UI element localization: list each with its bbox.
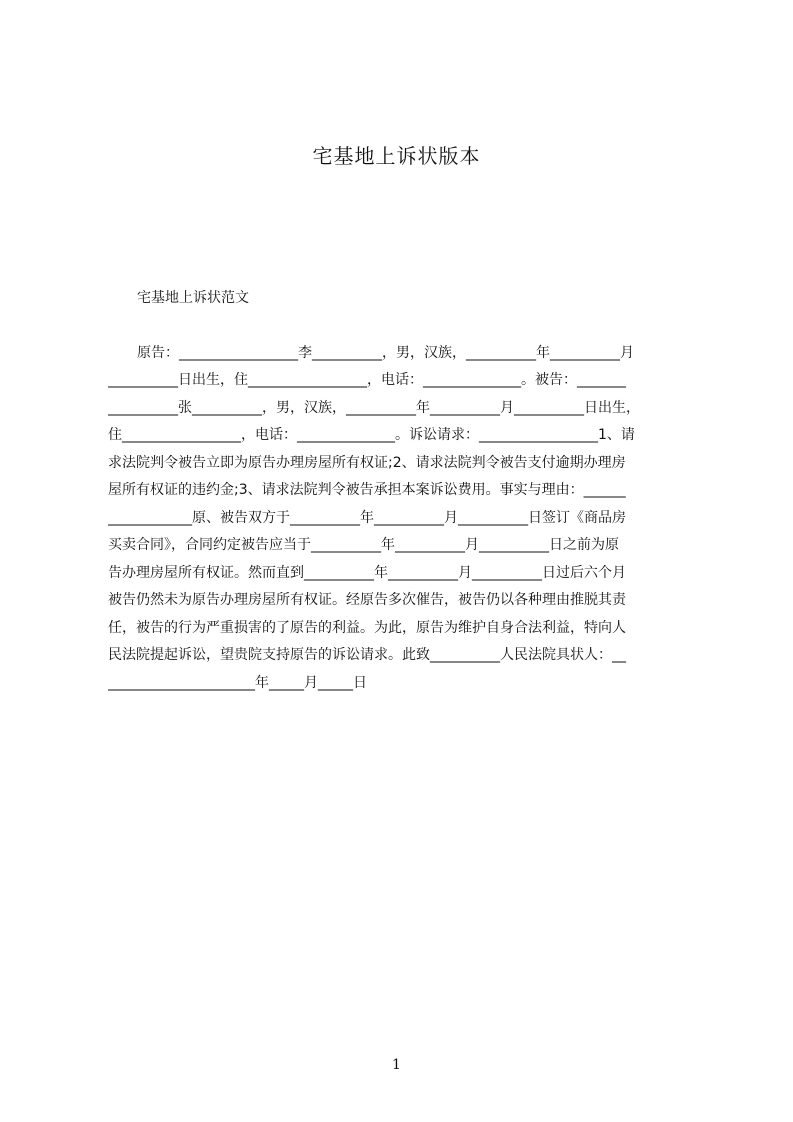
document-subtitle: 宅基地上诉状范文 [137,290,249,306]
body-line: 任，被告的行为严重损害的了原告的利益。为此，原告为维护自身合法利益，特向人 [108,620,626,636]
body-line: 买卖合同》，合同约定被告应当于__________年__________月__________日之前为原 [108,537,619,553]
body-line: __________日出生，住_________________，电话：______________。被告：_______ [108,372,626,388]
body-line: 民法院提起诉讼，望贵院支持原告的诉讼请求。此致__________人民法院具状人：__ [108,647,626,663]
document-title: 宅基地上诉状版本 [312,144,481,168]
body-line: ____________原、被告双方于__________年__________月__________日签订《商品房 [108,510,626,526]
body-line: _____________________年_____月_____日 [108,675,367,691]
body-line: 住_________________，电话：______________。诉讼请求：_________________1、请 [108,427,635,443]
body-line: 屋所有权证的违约金;3、请求法院判令被告承担本案诉讼费用。事实与理由：______ [108,482,626,498]
body-line: 告办理房屋所有权证。然而直到__________年__________月__________日过后六个月 [108,565,626,581]
page-number: 1 [392,1057,401,1073]
body-line: 被告仍然未为原告办理房屋所有权证。经原告多次催告，被告仍以各种理由推脱其责 [108,592,626,608]
body-line: 求法院判令被告立即为原告办理房屋所有权证;2、请求法院判令被告支付逾期办理房 [108,455,626,471]
body-line: 原告：_________________李__________，男，汉族，__________年__________月 [137,345,634,361]
body-line: __________张__________，男，汉族，__________年__________月__________日出生， [108,400,640,416]
